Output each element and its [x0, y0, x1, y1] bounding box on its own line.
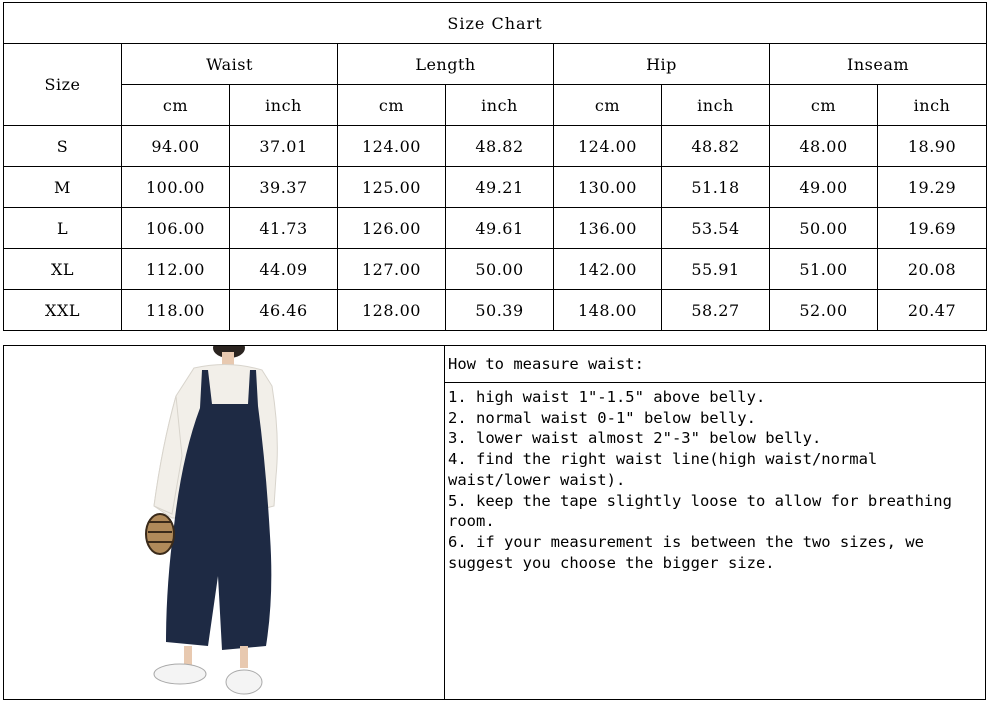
measure-list: [445, 383, 985, 573]
table-cell: 49.00: [770, 167, 878, 208]
table-cell: 20.47: [878, 290, 987, 331]
unit-header-cm: cm: [338, 85, 446, 126]
table-cell: 118.00: [122, 290, 230, 331]
table-cell: 19.69: [878, 208, 987, 249]
table-cell: 51.00: [770, 249, 878, 290]
table-cell: 50.39: [446, 290, 554, 331]
table-cell: 52.00: [770, 290, 878, 331]
table-cell: 136.00: [554, 208, 662, 249]
bag-shape: [146, 514, 174, 554]
measure-instructions: [445, 346, 985, 699]
table-cell: 148.00: [554, 290, 662, 331]
table-cell: 39.37: [230, 167, 338, 208]
shoe-shape: [226, 670, 262, 694]
size-label: XL: [4, 249, 122, 290]
table-row: [4, 167, 987, 208]
table-cell: 48.82: [446, 126, 554, 167]
table-cell: 94.00: [122, 126, 230, 167]
list-item: 4. find the right waist line(high waist/normal waist/lower waist).: [448, 450, 878, 489]
group-header-hip: Hip: [554, 44, 770, 85]
table-cell: 53.54: [662, 208, 770, 249]
table-cell: 18.90: [878, 126, 987, 167]
table-cell: 124.00: [554, 126, 662, 167]
unit-header-inch: inch: [662, 85, 770, 126]
table-cell: 128.00: [338, 290, 446, 331]
table-cell: 112.00: [122, 249, 230, 290]
size-chart-table: [3, 2, 987, 331]
table-cell: 41.73: [230, 208, 338, 249]
table-cell: 48.82: [662, 126, 770, 167]
table-cell: 50.00: [770, 208, 878, 249]
table-cell: 126.00: [338, 208, 446, 249]
size-label: S: [4, 126, 122, 167]
table-row: [4, 208, 987, 249]
table-cell: 100.00: [122, 167, 230, 208]
table-cell: 49.61: [446, 208, 554, 249]
list-item: 1. high waist 1"-1.5" above belly.: [448, 388, 766, 406]
unit-header-inch: inch: [230, 85, 338, 126]
size-column-header: Size: [4, 44, 122, 126]
unit-header-inch: inch: [446, 85, 554, 126]
table-cell: 37.01: [230, 126, 338, 167]
table-row: [4, 126, 987, 167]
unit-header-cm: cm: [554, 85, 662, 126]
size-chart-title: Size Chart: [4, 3, 987, 44]
table-cell: 58.27: [662, 290, 770, 331]
leg-shape: [240, 646, 248, 668]
table-cell: 55.91: [662, 249, 770, 290]
table-cell: 49.21: [446, 167, 554, 208]
list-item: 6. if your measurement is between the two sizes, we suggest you choose the bigger size.: [448, 532, 924, 572]
group-header-waist: Waist: [122, 44, 338, 85]
measure-section: [3, 345, 986, 700]
product-photo: [4, 346, 445, 699]
table-cell: 20.08: [878, 249, 987, 290]
table-cell: 50.00: [446, 249, 554, 290]
group-header-length: Length: [338, 44, 554, 85]
unit-header-inch: inch: [878, 85, 987, 126]
neck-shape: [222, 352, 234, 366]
table-cell: 130.00: [554, 167, 662, 208]
table-cell: 125.00: [338, 167, 446, 208]
model-illustration: [4, 346, 444, 699]
unit-header-cm: cm: [122, 85, 230, 126]
size-label: M: [4, 167, 122, 208]
table-cell: 44.09: [230, 249, 338, 290]
table-cell: 124.00: [338, 126, 446, 167]
table-cell: 51.18: [662, 167, 770, 208]
measure-heading: How to measure waist:: [445, 346, 985, 383]
size-label: L: [4, 208, 122, 249]
table-cell: 142.00: [554, 249, 662, 290]
group-header-inseam: Inseam: [770, 44, 987, 85]
leg-shape: [184, 646, 192, 666]
list-item: 3. lower waist almost 2"-3" below belly.: [448, 429, 822, 448]
list-item: 5. keep the tape slightly loose to allow for breathing room.: [448, 491, 952, 531]
size-label: XXL: [4, 290, 122, 331]
list-item: 2. normal waist 0-1" below belly.: [448, 408, 756, 427]
table-cell: 106.00: [122, 208, 230, 249]
table-cell: 127.00: [338, 249, 446, 290]
unit-header-cm: cm: [770, 85, 878, 126]
table-cell: 46.46: [230, 290, 338, 331]
table-row: [4, 249, 987, 290]
table-cell: 19.29: [878, 167, 987, 208]
table-cell: 48.00: [770, 126, 878, 167]
table-row: [4, 290, 987, 331]
shoe-shape: [154, 664, 206, 684]
